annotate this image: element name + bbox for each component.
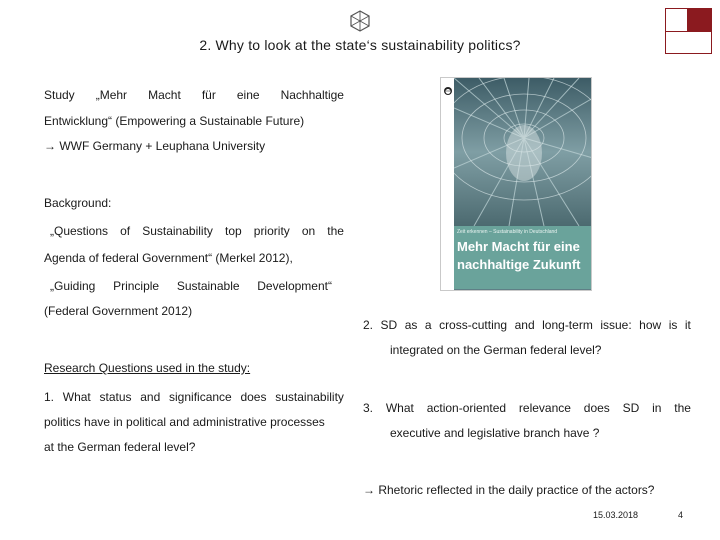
corner-square-icon <box>665 8 712 54</box>
word: Study <box>44 88 75 102</box>
word: für <box>201 88 216 102</box>
word: top <box>225 224 242 238</box>
word: 2. <box>363 318 374 332</box>
book-title-line-1: Mehr Macht für eine <box>457 239 580 254</box>
question-2-line-1 <box>363 318 691 333</box>
word: Development“ <box>257 279 332 293</box>
word: „Mehr <box>95 88 128 102</box>
word: how <box>639 318 662 332</box>
word: the <box>674 401 691 415</box>
question-1-line-3: at the German federal level? <box>44 440 196 454</box>
book-subtitle: Zeit erkennen – Sustainability in Deutschland <box>457 229 558 235</box>
study-line-1 <box>44 88 344 103</box>
footer-date: 15.03.2018 <box>593 510 639 520</box>
question-2-line-2: integrated on the German federal level? <box>390 343 602 357</box>
page-title: 2. Why to look at the state‘s sustainability politics? <box>199 37 521 53</box>
word: SD <box>380 318 398 332</box>
page-number: 4 <box>678 510 684 520</box>
background-label: Background: <box>44 196 112 210</box>
word: significance <box>169 390 232 404</box>
word: does <box>583 401 610 415</box>
background-item-1-line-2: Agenda of federal Government“ (Merkel 2012), <box>44 251 293 265</box>
word: What <box>62 390 91 404</box>
word: and <box>140 390 161 404</box>
conclusion-text: Rhetoric reflected in the daily practice of the actors? <box>378 483 655 497</box>
word: status <box>99 390 132 404</box>
word: and <box>514 318 535 332</box>
book-cover-image <box>440 77 592 291</box>
word: Principle <box>113 279 160 293</box>
study-line-2: Entwicklung“ (Empowering a Sustainable Future) <box>44 114 305 128</box>
word: priority <box>253 224 290 238</box>
word: sustainability <box>275 390 344 404</box>
word: Macht <box>148 88 181 102</box>
word: „Guiding <box>50 279 96 293</box>
book-title-line-2: nachhaltige Zukunft <box>457 257 581 272</box>
word: What <box>385 401 414 415</box>
research-questions-label: Research Questions used in the study: <box>44 361 251 375</box>
word: long-term <box>542 318 593 332</box>
word: Nachhaltige <box>280 88 344 102</box>
arrow-right-icon: → <box>363 483 375 497</box>
partners-text: WWF Germany + Leuphana University <box>59 139 266 153</box>
book-title <box>457 238 581 274</box>
question-1-line-2: politics have in political and administrative processes <box>44 415 325 429</box>
word: relevance <box>518 401 571 415</box>
hexagon-logo-icon <box>350 10 370 32</box>
word: 3. <box>363 401 374 415</box>
arrow-right-icon: → <box>44 139 56 153</box>
word: on <box>301 224 316 238</box>
word: in <box>652 401 662 415</box>
question-1-line-1 <box>44 390 344 405</box>
word: as <box>404 318 418 332</box>
word: is <box>668 318 678 332</box>
background-item-1-line-1 <box>50 224 344 239</box>
word: cross-cutting <box>439 318 508 332</box>
word: the <box>327 224 344 238</box>
reichstag-dome-photo <box>454 78 592 226</box>
word: eine <box>236 88 260 102</box>
question-3-line-1 <box>363 401 691 416</box>
word: SD <box>622 401 640 415</box>
wwf-panda-icon <box>443 86 453 96</box>
word: 1. <box>44 390 55 404</box>
partners-line <box>44 139 265 154</box>
word: „Questions <box>50 224 109 238</box>
background-item-2-line-1 <box>50 279 332 294</box>
word: it <box>684 318 691 332</box>
word: Sustainability <box>142 224 213 238</box>
background-item-2-line-2: (Federal Government 2012) <box>44 304 193 318</box>
word: does <box>240 390 267 404</box>
question-3-line-2: executive and legislative branch have ? <box>390 426 600 440</box>
word: Sustainable <box>176 279 240 293</box>
word: action-oriented <box>426 401 507 415</box>
word: of <box>120 224 131 238</box>
conclusion-line <box>363 483 654 498</box>
word: issue: <box>600 318 632 332</box>
word: a <box>424 318 432 332</box>
